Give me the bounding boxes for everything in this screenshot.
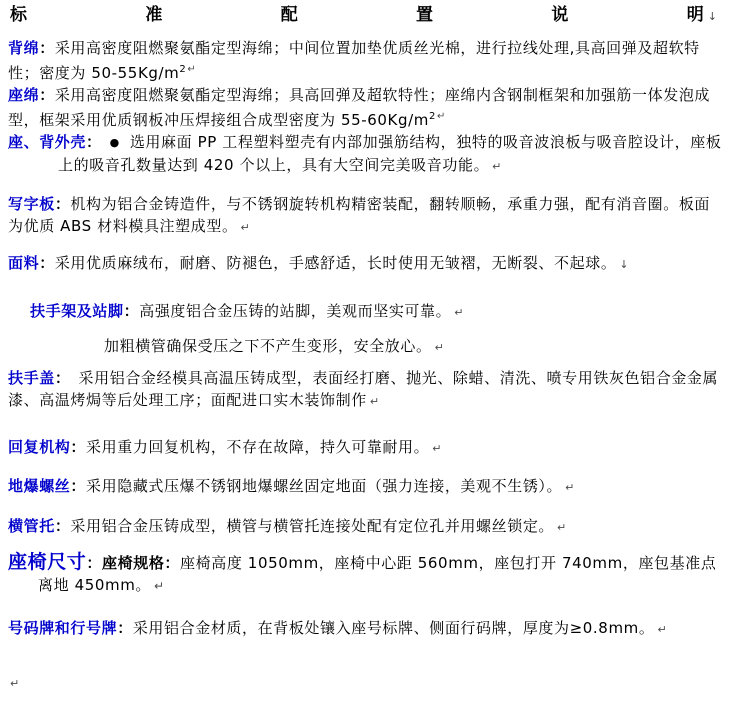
bullet-icon: ● bbox=[109, 136, 120, 149]
section-text: 采用重力回复机构，不存在故障，持久可靠耐用。 bbox=[86, 438, 430, 456]
section-text: 采用铝合金材质，在背板处镶入座号标牌、侧面行码牌，厚度为≥0.8mm。 bbox=[132, 619, 655, 637]
section-label: 扶手架及站脚 bbox=[30, 302, 124, 320]
colon: ： bbox=[39, 86, 55, 104]
colon: ： bbox=[117, 619, 133, 637]
paragraph-mark: ↵ bbox=[454, 306, 465, 319]
section-return-mechanism bbox=[8, 436, 722, 460]
section-label: 扶手盖 bbox=[8, 369, 55, 387]
linebreak-mark: ↓ bbox=[707, 10, 718, 23]
title-char: 标 bbox=[10, 5, 28, 25]
section-seat-foam bbox=[8, 84, 722, 131]
section-floor-anchor-bolt bbox=[8, 475, 722, 499]
section-text: 采用铝合金压铸成型，横管与横管托连接处配有定位孔并用螺丝锁定。 bbox=[70, 517, 555, 535]
document-title bbox=[8, 3, 722, 27]
section-text: 采用高密度阻燃聚氨酯定型海绵；具高回弹及超软特性；座绵内含钢制框架和加强筋一体发泡成型，框架采用优质钢板冲压焊接组合成型密度为 55-60Kg/m bbox=[8, 86, 711, 129]
section-seat-dimensions bbox=[8, 551, 722, 597]
section-text: 选用麻面 PP 工程塑料塑壳有内部加强筋结构，独特的吸音波浪板与吸音腔设计，座板上的吸音孔数量达到 420 个以上，具有大空间完美吸音功能。 bbox=[58, 133, 722, 174]
colon: ： bbox=[70, 438, 87, 456]
title-char: 配 bbox=[280, 5, 299, 25]
empty-paragraph bbox=[8, 671, 722, 695]
title-char: 说 bbox=[551, 5, 570, 25]
section-label: 座绵 bbox=[8, 86, 40, 104]
paragraph-mark: ↵ bbox=[434, 341, 445, 354]
section-label: 横管托 bbox=[8, 517, 55, 535]
paragraph-mark: ↵ bbox=[187, 64, 197, 75]
section-back-foam bbox=[8, 37, 722, 84]
section-label: 号码牌和行号牌 bbox=[8, 619, 118, 637]
section-fabric bbox=[8, 252, 722, 276]
section-text: 采用高密度阻燃聚氨酯定型海绵；中间位置加垫优质丝光棉，进行拉线处理,具高回弹及超软特性；密度为 50-55Kg/m bbox=[8, 39, 700, 82]
paragraph-mark: ↵ bbox=[657, 623, 668, 636]
title-char bbox=[687, 5, 718, 27]
section-label: 背绵 bbox=[8, 39, 40, 57]
section-label: 座椅尺寸 bbox=[8, 551, 87, 573]
section-label: 面料 bbox=[8, 254, 40, 272]
colon: ： bbox=[54, 195, 71, 213]
superscript: 2 bbox=[179, 64, 187, 75]
section-text: 机构为铝合金铸造件，与不锈钢旋转机构精密装配，翻转顺畅，承重力强，配有消音圈。板面为优质 ABS 材料模具注塑成型。 bbox=[8, 195, 711, 235]
section-text: 加粗横管确保受压之下不产生变形，安全放心。 bbox=[104, 337, 432, 355]
title-char-text: 明 bbox=[686, 5, 705, 25]
paragraph-mark: ↵ bbox=[154, 579, 165, 593]
colon: ： bbox=[70, 477, 87, 495]
superscript: 2 bbox=[428, 111, 436, 122]
section-tube-bracket bbox=[8, 515, 722, 539]
section-label: 回复机构 bbox=[8, 438, 71, 456]
paragraph-mark: ↵ bbox=[369, 395, 380, 408]
paragraph-mark: ↵ bbox=[10, 677, 20, 690]
colon: ： bbox=[54, 369, 63, 387]
paragraph-mark: ↵ bbox=[432, 442, 443, 455]
linebreak-mark: ↓ bbox=[619, 258, 630, 271]
section-armrest-frame-note bbox=[8, 335, 722, 359]
title-char: 准 bbox=[145, 5, 164, 25]
colon: ： bbox=[54, 517, 71, 535]
colon: ： bbox=[39, 254, 55, 272]
paragraph-mark: ↵ bbox=[240, 221, 251, 234]
section-label: 写字板 bbox=[8, 195, 55, 213]
colon: ： bbox=[86, 554, 103, 572]
section-text: 高强度铝合金压铸的站脚，美观而坚实可靠。 bbox=[139, 302, 452, 320]
colon: ： bbox=[39, 39, 55, 57]
section-number-plates bbox=[8, 617, 722, 641]
section-text: 采用隐藏式压爆不锈钢地爆螺丝固定地面（强力连接，美观不生锈）。 bbox=[86, 477, 563, 495]
section-armrest-frame-feet bbox=[8, 300, 722, 324]
section-text: 采用优质麻绒布，耐磨、防褪色，手感舒适，长时使用无皱褶，无断裂、不起球。 bbox=[54, 254, 617, 272]
colon: ： bbox=[86, 133, 102, 151]
section-text: 采用铝合金经模具高温压铸成型，表面经打磨、抛光、除蜡、清洗、喷专用铁灰色铝合金金属漆、高温烤焗等后处理工序；面配进口实木装饰制作 bbox=[8, 369, 719, 409]
paragraph-mark: ↵ bbox=[565, 481, 575, 494]
paragraph-mark: ↵ bbox=[436, 111, 446, 122]
section-label: 地爆螺丝 bbox=[8, 477, 71, 495]
paragraph-mark: ↵ bbox=[492, 160, 502, 173]
section-label: 座、背外壳 bbox=[8, 133, 87, 151]
colon: ： bbox=[123, 302, 140, 320]
section-armrest-cover bbox=[8, 367, 722, 413]
section-text: 座椅高度 1050mm，座椅中心距 560mm，座包打开 740mm，座包基准点离地 450mm。 bbox=[38, 554, 717, 594]
dimensions-subtitle: 座椅规格： bbox=[102, 554, 181, 572]
title-char: 置 bbox=[416, 5, 435, 25]
section-writing-board bbox=[8, 193, 722, 239]
section-shell bbox=[8, 131, 722, 178]
paragraph-mark: ↵ bbox=[557, 521, 567, 534]
